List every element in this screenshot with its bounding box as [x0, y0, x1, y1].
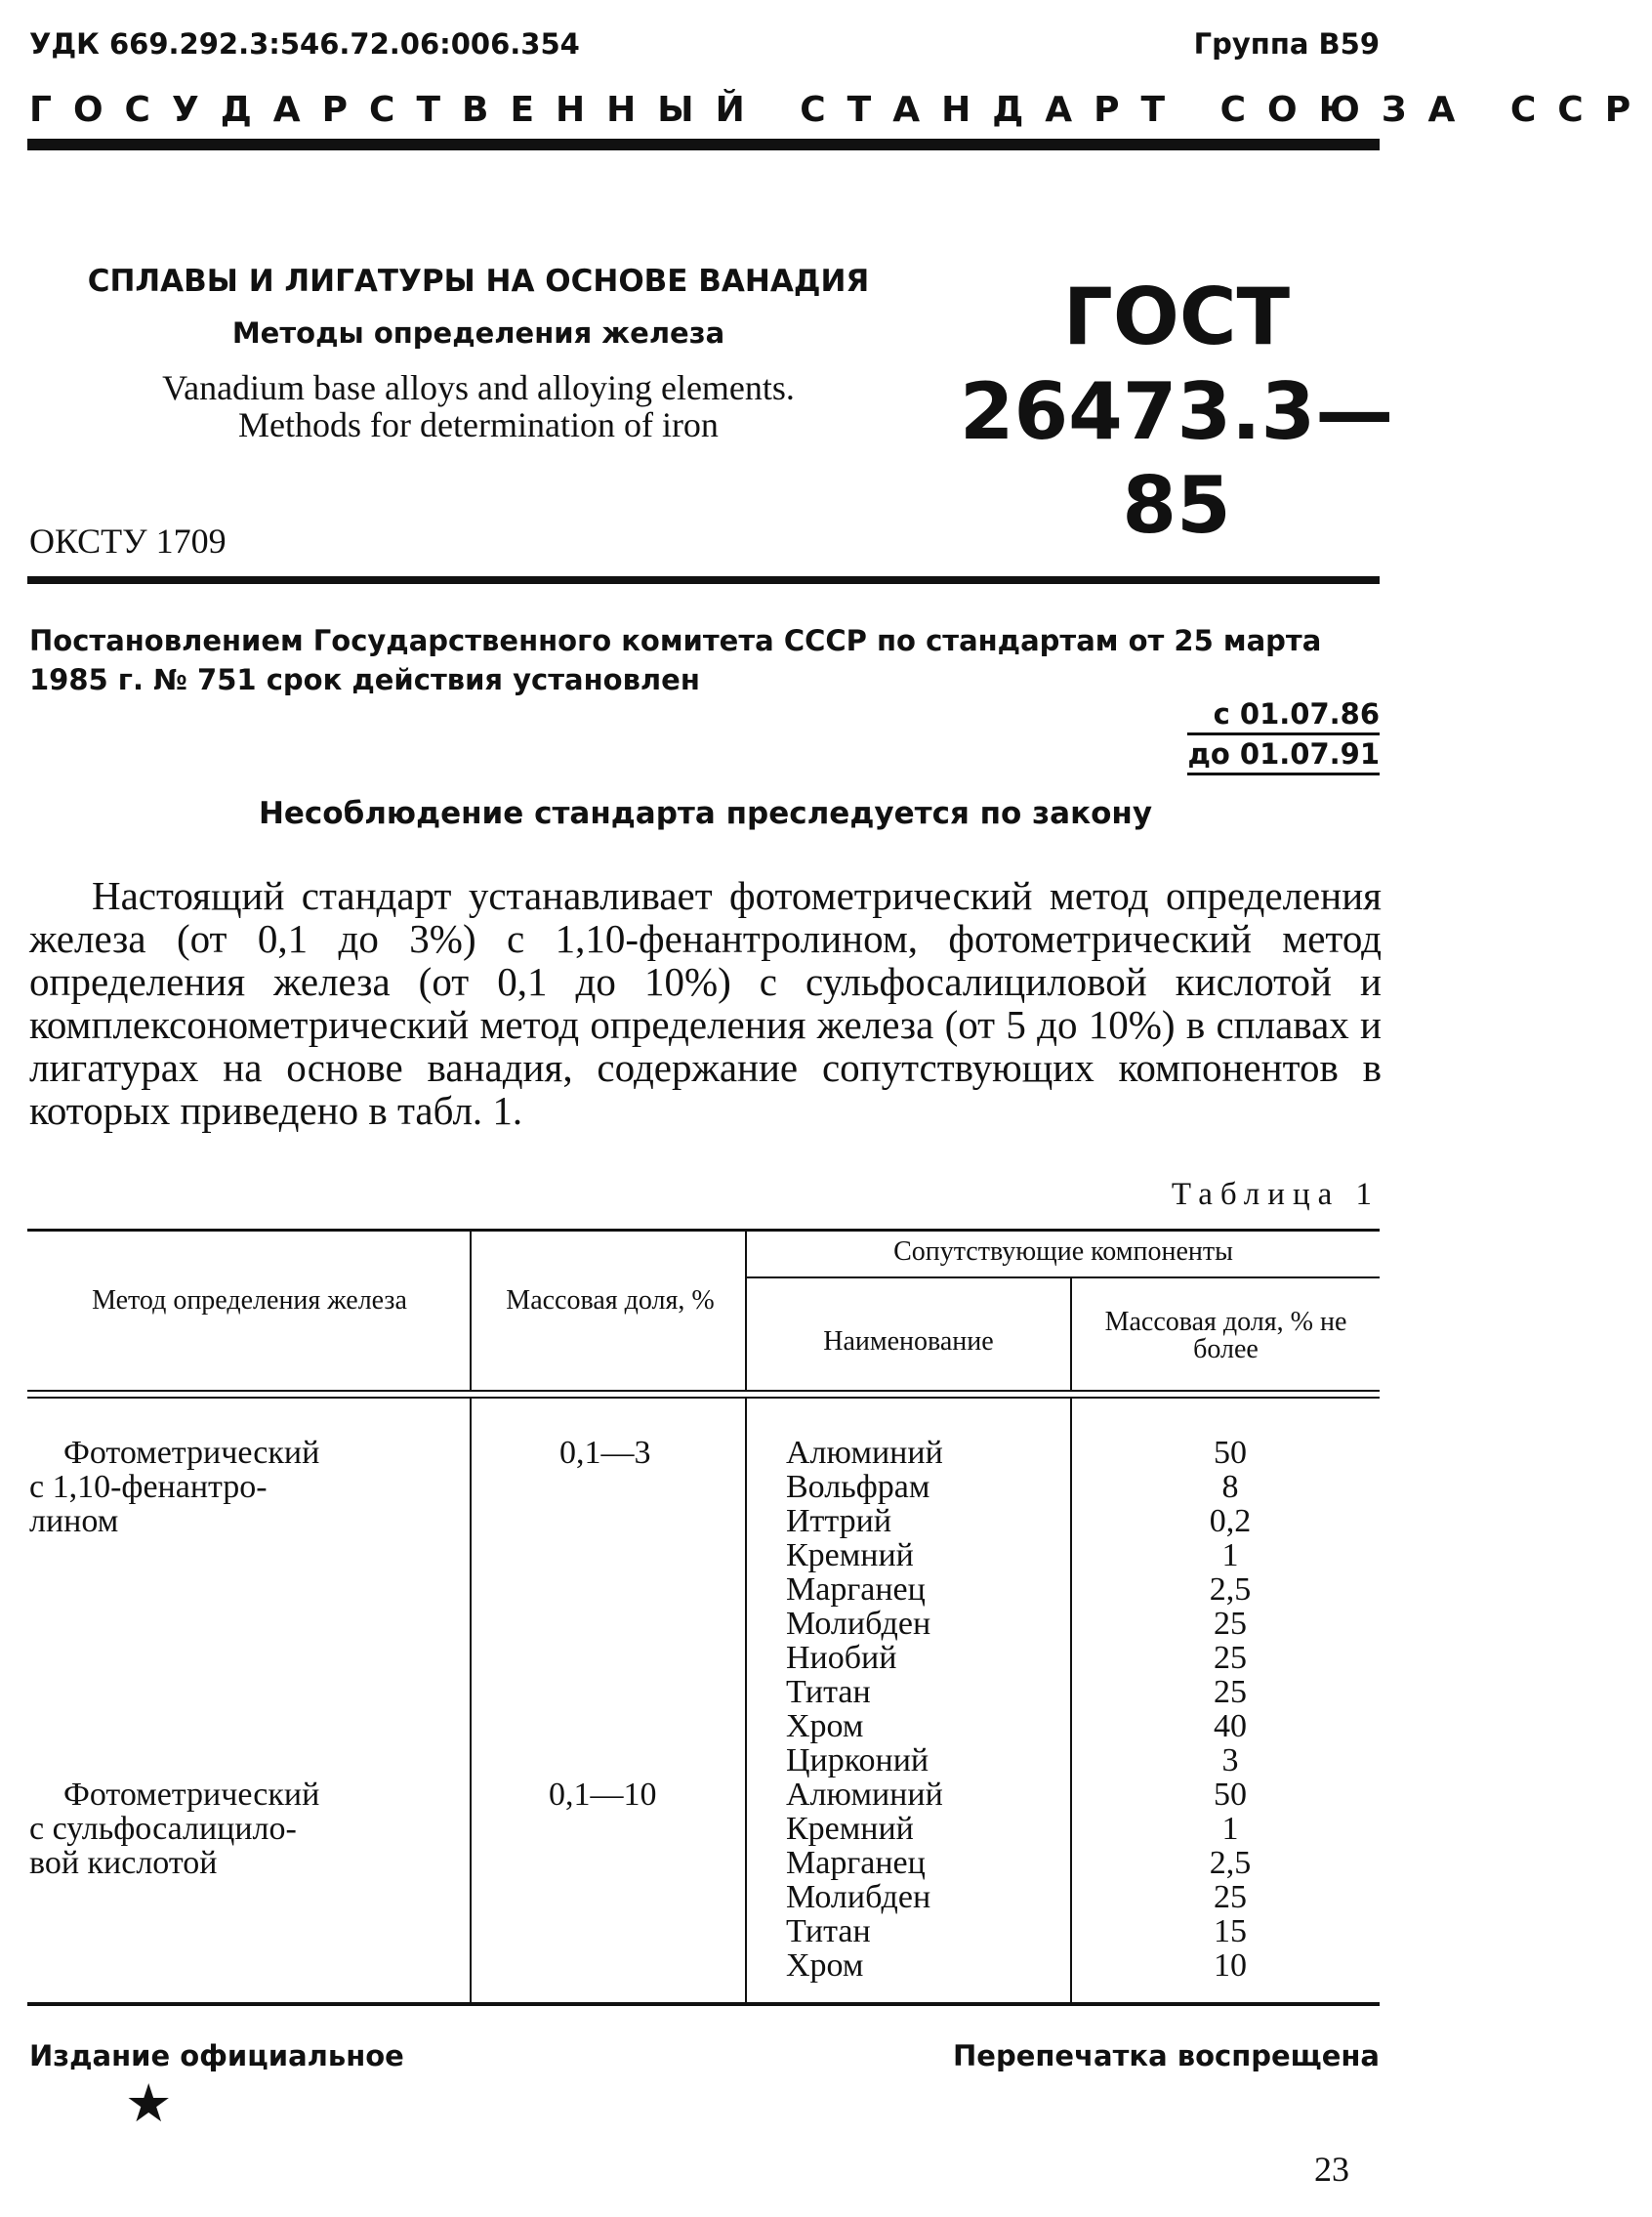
- component-name: Титан: [786, 1913, 871, 1949]
- section-rule: [27, 576, 1380, 584]
- component-value: 40: [1214, 1708, 1247, 1744]
- component-name: Иттрий: [786, 1503, 892, 1539]
- header-component-mass: Массовая доля, % не более: [1104, 1307, 1347, 1364]
- table-row-1-mass-fraction: 0,1—3: [559, 1435, 651, 1471]
- component-value: 25: [1214, 1640, 1247, 1676]
- table-caption: Таблица 1: [1171, 1177, 1380, 1212]
- title-en-line-1: Vanadium base alloys and alloying elements.: [162, 368, 795, 407]
- table-vline-3-body: [1070, 1399, 1072, 2004]
- table-vline-2-body: [745, 1399, 747, 2004]
- component-name: Молибден: [786, 1879, 931, 1915]
- date-to: до 01.07.91: [1187, 735, 1380, 775]
- table-row-1-method: [29, 1436, 470, 1538]
- component-name: Хром: [786, 1947, 864, 1984]
- validity-dates: [1187, 695, 1380, 775]
- table-row-1-component-names: [786, 1436, 1069, 1778]
- gost-number: 26473.3—85: [959, 366, 1394, 551]
- table-row-2-component-names: [786, 1778, 1069, 1983]
- table-row-1-component-values: [1172, 1436, 1289, 1778]
- method-line: Фотометрический: [63, 1777, 320, 1813]
- component-name: Вольфрам: [786, 1469, 930, 1505]
- group-code: Группа В59: [1193, 27, 1380, 61]
- star-icon: ★: [125, 2074, 173, 2133]
- component-name: Молибден: [786, 1606, 931, 1642]
- decree-text: Постановлением Государственного комитета СССР по стандартам от 25 марта 1985 г. № 751 срок действия установлен: [29, 624, 1322, 696]
- header-components-group: Сопутствующие компоненты: [893, 1236, 1233, 1267]
- title-block: [39, 264, 918, 443]
- method-line: лином: [29, 1503, 119, 1539]
- component-name: Марганец: [786, 1845, 926, 1881]
- method-line: вой кислотой: [29, 1845, 218, 1881]
- component-value: 2,5: [1209, 1571, 1252, 1608]
- date-from: с 01.07.86: [1187, 695, 1380, 735]
- standard-title: ГОСУДАРСТВЕННЫЙ СТАНДАРТ СОЮЗА ССР: [29, 90, 1652, 130]
- component-value: 15: [1214, 1913, 1247, 1949]
- method-line: с сульфосалицило-: [29, 1811, 297, 1847]
- component-value: 1: [1221, 1537, 1239, 1573]
- title-en-line-2: Methods for determination of iron: [238, 405, 719, 444]
- table-row-2-component-values: [1172, 1778, 1289, 1983]
- method-line: с 1,10-фенантро-: [29, 1469, 268, 1505]
- header-rule: [27, 139, 1380, 150]
- component-name: Кремний: [786, 1537, 914, 1573]
- subtitle-ru: Методы определения железа: [231, 316, 725, 350]
- component-value: 0,2: [1209, 1503, 1252, 1539]
- component-value: 2,5: [1209, 1845, 1252, 1881]
- component-name: Марганец: [786, 1571, 926, 1608]
- gost-label: ГОСТ: [1062, 272, 1291, 362]
- table-vline-1-head: [470, 1232, 472, 1390]
- edition-note: Издание официальное: [29, 2039, 404, 2072]
- table-top-rule: [27, 1229, 1380, 1232]
- component-name: Кремний: [786, 1811, 914, 1847]
- page-number: 23: [1314, 2150, 1349, 2189]
- component-value: 25: [1214, 1606, 1247, 1642]
- component-value: 25: [1214, 1674, 1247, 1710]
- method-line: Фотометрический: [63, 1435, 320, 1471]
- component-value: 50: [1214, 1435, 1247, 1471]
- table-subheader-rule: [747, 1276, 1380, 1278]
- table-header-rule-2: [27, 1397, 1380, 1399]
- component-value: 8: [1221, 1469, 1239, 1505]
- legal-warning: Несоблюдение стандарта преследуется по закону: [258, 796, 1153, 831]
- table-header-rule-1: [27, 1390, 1380, 1392]
- table-vline-1-body: [470, 1399, 472, 2004]
- header-name: Наименование: [823, 1326, 994, 1357]
- component-value: 50: [1214, 1777, 1247, 1813]
- component-value: 1: [1221, 1811, 1239, 1847]
- component-name: Хром: [786, 1708, 864, 1744]
- component-value: 25: [1214, 1879, 1247, 1915]
- component-name: Титан: [786, 1674, 871, 1710]
- title-en: [39, 369, 918, 443]
- component-name: Алюминий: [786, 1435, 943, 1471]
- table-row-2-method: [29, 1778, 470, 1880]
- title-ru: СПЛАВЫ И ЛИГАТУРЫ НА ОСНОВЕ ВАНАДИЯ: [87, 264, 870, 299]
- table-row-2-mass-fraction: 0,1—10: [549, 1777, 657, 1813]
- header-mass-fraction: Массовая доля, %: [506, 1285, 715, 1316]
- gost-designation: [957, 272, 1396, 553]
- component-value: 10: [1214, 1947, 1247, 1984]
- component-name: Цирконий: [786, 1742, 929, 1778]
- udk-code: УДК 669.292.3:546.72.06:006.354: [29, 27, 580, 61]
- component-name: Ниобий: [786, 1640, 897, 1676]
- intro-paragraph: Настоящий стандарт устанавливает фотометрический метод определения железа (от 0,1 до 3%) с 1,10-фенантролином, фотометрический метод определения железа (от 0,1 до 10%) с сульфосалициловой кислотой и комплексонометрический метод определения железа (от 5 до 10%) в сплавах и лигатурах на основе ванадия, содержание сопутствующих компонентов в которых приведено в табл. 1.: [29, 873, 1382, 1133]
- component-value: 3: [1221, 1742, 1239, 1778]
- component-name: Алюминий: [786, 1777, 943, 1813]
- reprint-note: Перепечатка воспрещена: [953, 2039, 1380, 2072]
- table-bottom-rule: [27, 2002, 1380, 2006]
- okstu-code: ОКСТУ 1709: [29, 522, 227, 561]
- header-method: Метод определения железа: [92, 1285, 407, 1316]
